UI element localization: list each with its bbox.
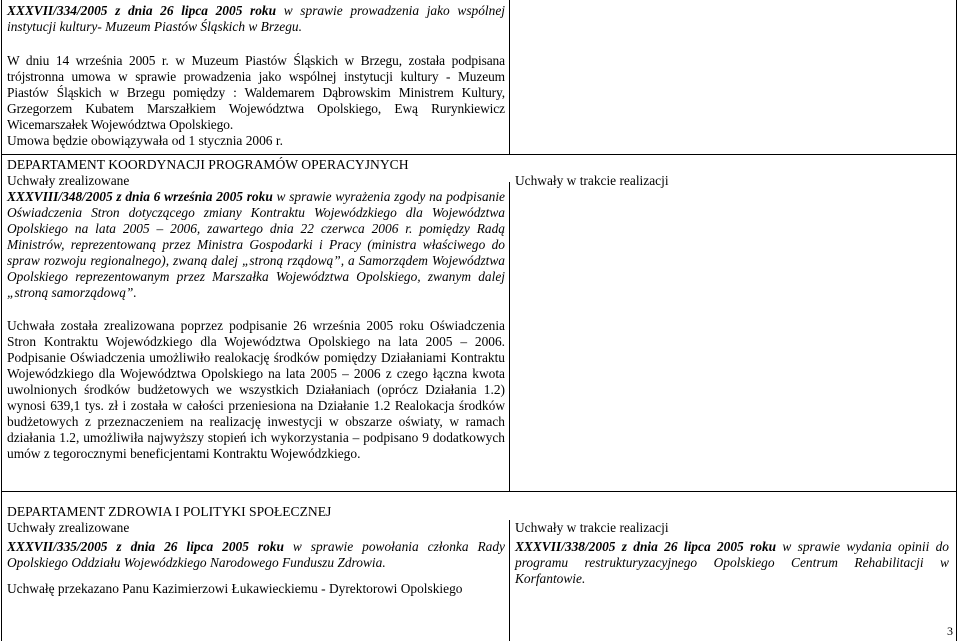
page-number: 3 (947, 624, 953, 638)
resolution-338-block (515, 539, 949, 587)
table-border-right (956, 0, 957, 641)
resolution-348-number: XXXVIII/348/2005 z dnia 6 września 2005 roku (7, 189, 273, 204)
header-uchwaly-zrealizowane-2: Uchwały zrealizowane (7, 520, 130, 535)
resolution-335-block (7, 539, 505, 597)
resolution-338-title: w sprawie wydania opinii do programu restrukturyzacyjnego Opolskiego Centrum Rehabilitacji w Korfantowie. (515, 539, 950, 586)
section-title-koordynacji: DEPARTAMENT KOORDYNACJI PROGRAMÓW OPERACYJNYCH (7, 157, 409, 172)
column-divider-section1 (509, 182, 510, 492)
column-divider-section2 (509, 520, 510, 641)
header-uchwaly-w-trakcie: Uchwały w trakcie realizacji (515, 173, 669, 188)
resolution-334-number: XXXVII/334/2005 z dnia 26 lipca 2005 roku (7, 3, 277, 18)
header-uchwaly-w-trakcie-2: Uchwały w trakcie realizacji (515, 520, 669, 535)
header-uchwaly-zrealizowane: Uchwały zrealizowane (7, 173, 130, 188)
row-divider-1 (1, 154, 957, 155)
resolution-334-block (7, 3, 505, 149)
resolution-334-title: w sprawie prowadzenia jako wspólnej instytucji kultury- Muzeum Piastów Śląskich w Brzegu. (7, 3, 506, 34)
section-title-zdrowia: DEPARTAMENT ZDROWIA I POLITYKI SPOŁECZNEJ (7, 504, 332, 519)
resolution-334-validity: Umowa będzie obowiązywała od 1 stycznia 2006 r. (7, 133, 283, 148)
resolution-338-number: XXXVII/338/2005 z dnia 26 lipca 2005 roku (515, 539, 777, 554)
row-divider-2 (1, 491, 957, 492)
resolution-335-number: XXXVII/335/2005 z dnia 26 lipca 2005 roku (7, 539, 284, 554)
resolution-348-block (7, 189, 505, 462)
resolution-335-implementation: Uchwałę przekazano Panu Kazimierzowi Łukawieckiemu - Dyrektorowi Opolskiego (7, 581, 463, 596)
resolution-335-title: w sprawie powołania członka Rady Opolskiego Oddziału Wojewódzkiego Narodowego Funduszu Zdrowia. (7, 539, 505, 570)
table-border-left (1, 0, 2, 641)
resolution-348-title: w sprawie wyrażenia zgody na podpisanie Oświadczenia Stron dotyczącego zmiany Kontraktu Wojewódzkiego dla Województwa Opolskiego na lata 2005 – 2006, zawartego dnia 22 czerwca 2006 r. pomiędzy Radą Ministrów, reprezentowaną przez Ministra Gospodarki i Pracy (ministra właściwego do spraw rozwoju regionalnego), zwaną dalej „stroną rządową”, a Samorządem Województwa Opolskiego reprezentowanym przez Marszałka Województwa Opolskiego, zwanym dalej „stroną samorządową”. (7, 189, 506, 300)
resolution-348-implementation: Uchwała została zrealizowana poprzez podpisanie 26 września 2005 roku Oświadczenia Stron Kontraktu Wojewódzkiego dla Województwa Opolskiego na lata 2005 – 2006. Podpisanie Oświadczenia umożliwiło realokację środków pomiędzy Działaniami Kontraktu Wojewódzkiego dla Województwa Opolskiego na lata 2005 – 2006 z czego łączna kwota uwolnionych środków budżetowych we wszystkich Działaniach (oprócz Działania 1.2) wynosi 639,1 tys. zł i została w całości przeniesiona na Działanie 1.2 Realokacja środków budżetowych z przeznaczeniem na realizację inwestycji w obszarze oświaty, w ramach działania 1.2, umożliwiła najwyższy stopień ich wykorzystania – podpisano 9 dodatkowych umów z tegorocznymi beneficjentami Kontraktu Wojewódzkiego. (7, 318, 505, 461)
column-divider-top (509, 0, 510, 154)
resolution-334-description: W dniu 14 września 2005 r. w Muzeum Piastów Śląskich w Brzegu, została podpisana trójstronna umowa w sprawie prowadzenia jako wspólnej instytucji kultury - Muzeum Piastów Śląskich w Brzegu pomiędzy : Waldemarem Dąbrowskim Ministrem Kultury, Grzegorzem Kubatem Marszałkiem Województwa Opolskiego, Ewą Rurynkiewicz Wicemarszałek Województwa Opolskiego. (7, 53, 505, 132)
